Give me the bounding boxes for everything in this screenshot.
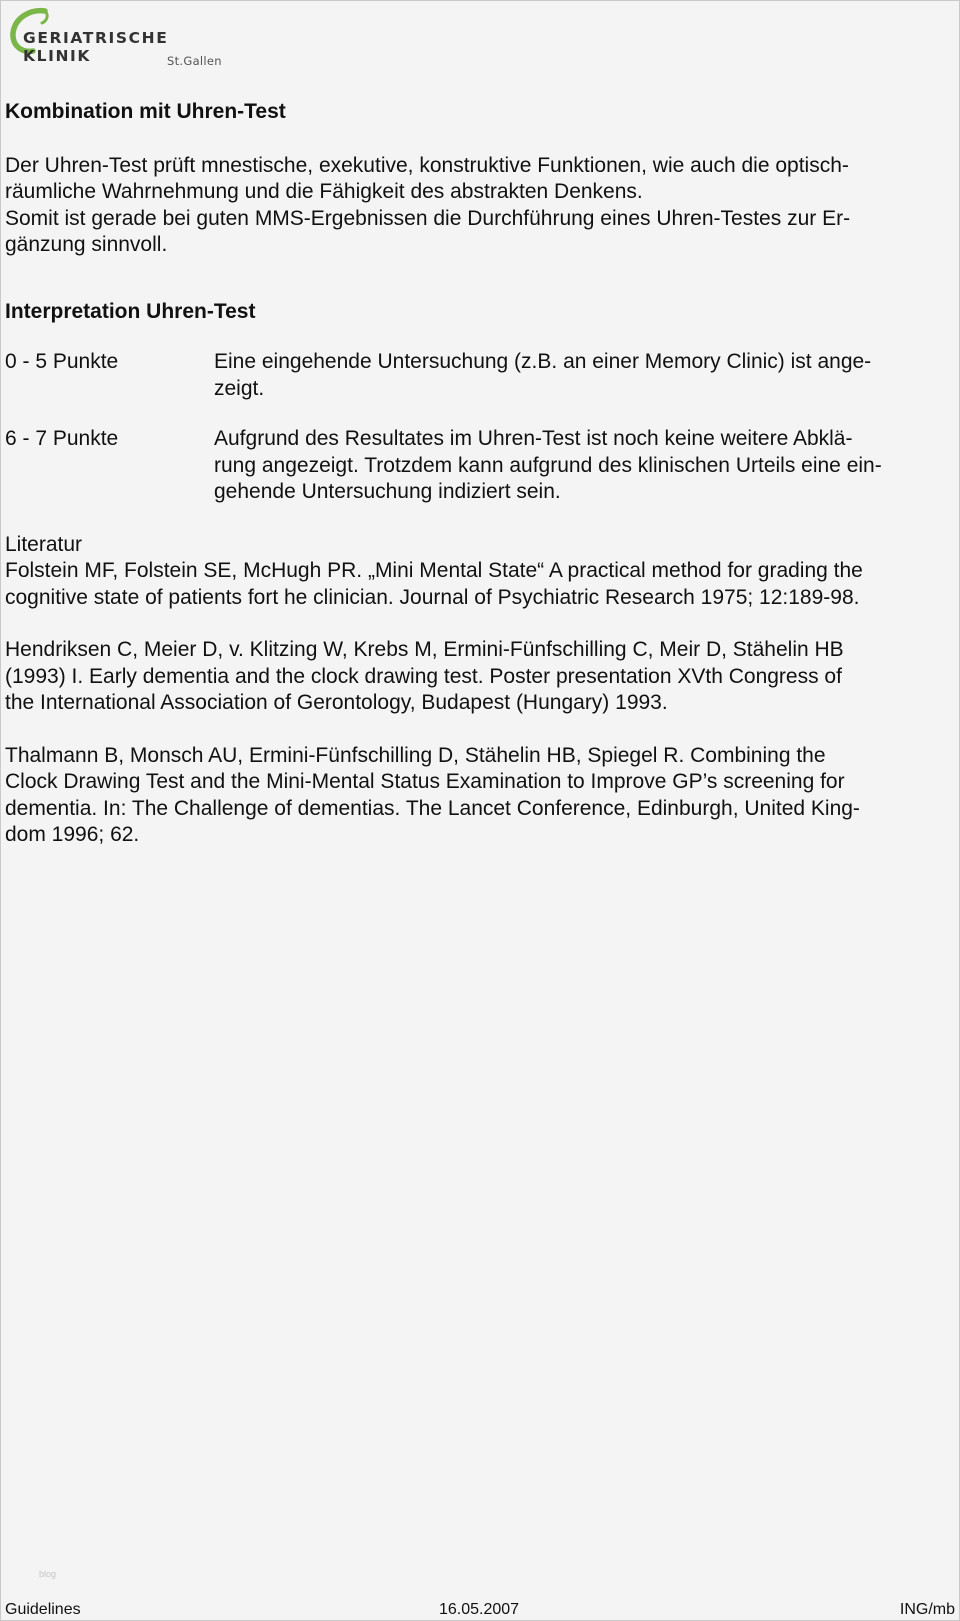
reference-item [5, 637, 955, 717]
watermark: blog [39, 1569, 57, 1579]
page-footer [5, 1600, 955, 1620]
interpretation-row [5, 426, 955, 506]
logo-name: GERIATRISCHE KLINIK [23, 29, 169, 65]
footer-category: Guidelines [5, 1601, 81, 1618]
text-line: räumliche Wahrnehmung und die Fähigkeit des abstrakten Denkens. [5, 180, 643, 203]
footer-date: 16.05.2007 [439, 1601, 520, 1618]
document-body [5, 99, 955, 849]
clinic-logo [9, 7, 239, 69]
text-line: Aufgrund des Resultates im Uhren-Test ist noch keine weitere Abklä- [214, 427, 853, 450]
text-line: Clock Drawing Test and the Mini-Mental Status Examination to Improve GP’s screening for [5, 770, 845, 793]
text-line: rung angezeigt. Trotzdem kann aufgrund des klinischen Urteils eine ein- [214, 453, 882, 477]
text-line: dom 1996; 62. [5, 823, 140, 846]
score-range: 0 - 5 Punkte [5, 350, 119, 373]
text-line: cognitive state of patients fort he clinician. Journal of Psychiatric Research 1975; 12:189-98. [5, 585, 860, 609]
text-line: Der Uhren-Test prüft mnestische, exekutive, konstruktive Funktionen, wie auch die optisch- [5, 153, 849, 177]
text-line: gehende Untersuchung indiziert sein. [214, 480, 561, 503]
literature-heading: Literatur [5, 532, 83, 556]
text-line: Eine eingehende Untersuchung (z.B. an einer Memory Clinic) ist ange- [214, 350, 872, 373]
intro-paragraph [5, 153, 955, 259]
text-line: zeigt. [214, 376, 265, 400]
logo-city: St.Gallen [167, 54, 222, 68]
literature-section [5, 532, 955, 849]
interpretation-row [5, 349, 955, 402]
section-title-interpretation: Interpretation Uhren-Test [5, 299, 256, 323]
footer-initials: ING/mb [899, 1601, 955, 1618]
score-description [214, 349, 944, 402]
reference-item [5, 743, 955, 849]
text-line: dementia. In: The Challenge of dementias. The Lancet Conference, Edinburgh, United King- [5, 796, 860, 820]
score-description [214, 426, 944, 506]
text-line: Hendriksen C, Meier D, v. Klitzing W, Krebs M, Ermini-Fünfschilling C, Meir D, Stähelin HB [5, 638, 844, 661]
text-line: Folstein MF, Folstein SE, McHugh PR. „Mini Mental State“ A practical method for grading the [5, 559, 863, 582]
text-line: (1993) I. Early dementia and the clock drawing test. Poster presentation XVth Congress of [5, 664, 842, 688]
section-title-kombination: Kombination mit Uhren-Test [5, 100, 286, 123]
reference-item [5, 558, 955, 611]
text-line: Somit ist gerade bei guten MMS-Ergebnissen die Durchführung eines Uhren-Testes zur Er- [5, 206, 851, 230]
text-line: the International Association of Gerontology, Budapest (Hungary) 1993. [5, 691, 668, 714]
text-line: gänzung sinnvoll. [5, 233, 168, 256]
text-line: Thalmann B, Monsch AU, Ermini-Fünfschilling D, Stähelin HB, Spiegel R. Combining the [5, 743, 826, 767]
score-range: 6 - 7 Punkte [5, 427, 119, 450]
